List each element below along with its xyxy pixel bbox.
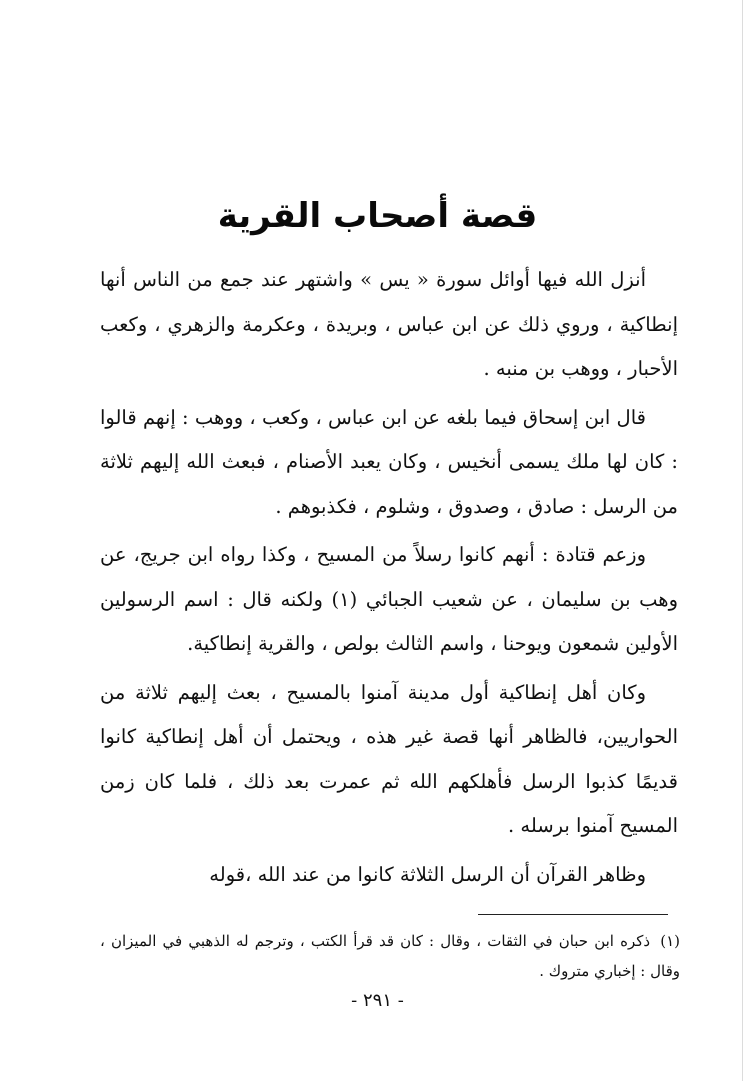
- scan-edge-line: [742, 0, 743, 1081]
- paragraph-5: وظاهر القرآن أن الرسل الثلاثة كانوا من عند الله ،قوله: [209, 862, 646, 886]
- body-text: [100, 258, 678, 897]
- footnote-divider: [478, 914, 668, 915]
- footnote: [100, 926, 680, 986]
- page-number: - ٢٩١ -: [351, 990, 404, 1011]
- footnote-text: ذكره ابن حبان في الثقات ، وقال : كان قد قرأ الكتب ، وترجم له الذهبي في الميزان ، وقال : إخباري متروك .: [100, 932, 680, 980]
- chapter-title: قصة أصحاب القرية: [217, 196, 538, 236]
- paragraph-3: وزعم قتادة : أنهم كانوا رسلاً من المسيح ، وكذا رواه ابن جريج، عن وهب بن سليمان ، عن شعيب الجبائي (١) ولكنه قال : اسم الرسولين الأولين شمعون ويوحنا ، واسم الثالث بولص ، والقرية إنطاكية.: [100, 543, 678, 655]
- paragraph-4: وكان أهل إنطاكية أول مدينة آمنوا بالمسيح ، بعث إليهم ثلاثة من الحواريين، فالظاهر أنها قصة غير هذه ، ويحتمل أن أهل إنطاكية كانوا قديمًا كذبوا الرسل فأهلكهم الله ثم عمرت بعد ذلك ، فلما كان زمن المسيح آمنوا برسله .: [100, 680, 678, 837]
- paragraph-2: قال ابن إسحاق فيما بلغه عن ابن عباس ، وكعب ، ووهب : إنهم قالوا : كان لها ملك يسمى أنخيس ، وكان يعبد الأصنام ، فبعث الله إليهم ثلاثة من الرسل : صادق ، وصدوق ، وشلوم ، فكذبوهم .: [100, 405, 678, 518]
- paragraph-1: أنزل الله فيها أوائل سورة « يس » واشتهر عند جمع من الناس أنها إنطاكية ، وروي ذلك عن ابن عباس ، وبريدة ، وعكرمة والزهري ، وكعب الأحبار ، ووهب بن منبه .: [100, 268, 678, 380]
- footnote-marker: (١): [660, 932, 680, 950]
